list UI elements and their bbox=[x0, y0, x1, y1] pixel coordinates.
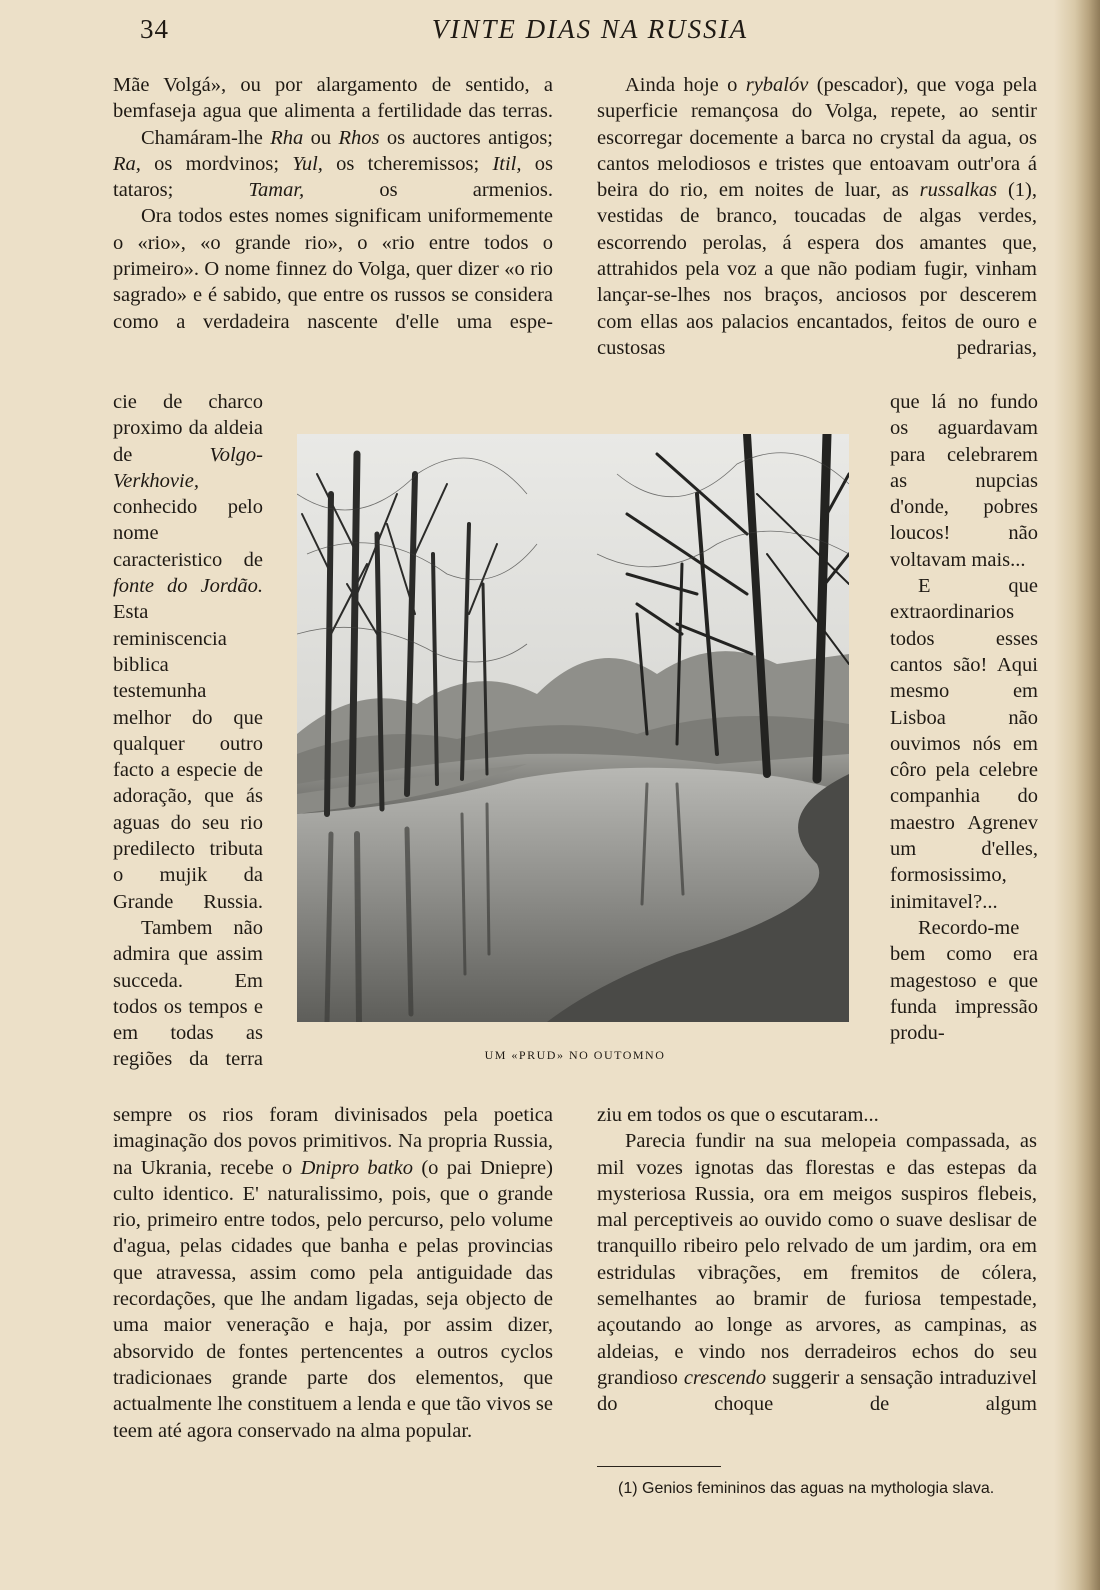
paragraph: Recordo-me bem como era magestoso e que funda impressão produ- bbox=[890, 916, 1038, 1045]
right-column-top bbox=[597, 72, 1037, 361]
left-column-top bbox=[113, 72, 553, 335]
left-column-bottom bbox=[113, 1102, 553, 1444]
right-column-bottom bbox=[597, 1102, 1037, 1418]
paragraph: Parecia fundir na sua melopeia compassada, as mil vozes ignotas das florestas e das estepas da mysteriosa Russia, ora em meigos suspiros flebeis, mal perceptiveis ao ouvido como o suave deslisar de tranquillo ribeiro pelo relvado de um jardim, ora em estridulas vibrações, em fremitos de cólera, semelhantes ao bramir de furiosa tempestade, açoutando ao longe as arvores, as campinas, as aldeias, e vindo nos derradeiros echos do seu grandioso crescendo suggerir a sensação intraduzivel do choque de algum bbox=[597, 1130, 1037, 1416]
footnote: (1) Genios femininos das aguas na mythologia slava. bbox=[618, 1480, 995, 1497]
paragraph: sempre os rios foram divinisados pela poetica imaginação dos povos primitivos. Na propria Russia, na Ukrania, recebe o Dnipro batko (o pai Dniepre) culto identico. E' naturalissimo, pois, que o grande rio, primeiro entre todos, pelo percurso, pelo volume d'agua, pelas cidades que banha e pelas provincias que atravessa, assim como pela antiguidade das recordações, que lhe andam ligadas, seja objecto de uma maior veneração e haja, por assim dizer, absorvido de fontes pertencentes a outros cyclos tradicionaes grande parte dos elementos, que actualmente lhe constituem a lenda e que tão vivos se teem até agora conservado na alma popular. bbox=[113, 1104, 553, 1442]
paragraph: que lá no fundo os aguardavam para celebrarem as nupcias d'onde, pobres loucos! não voltavam mais... bbox=[890, 391, 1038, 571]
paragraph: ziu em todos os que o escutaram... bbox=[597, 1104, 879, 1126]
left-column-wrap bbox=[113, 389, 263, 1073]
page-number: 34 bbox=[140, 14, 169, 44]
footnote-rule bbox=[597, 1466, 721, 1467]
paragraph: Chamáram-lhe Rha ou Rhos os auctores antigos; Ra, os mordvinos; Yul, os tcheremissos; Itil, os tataros; Tamar, os armenios. bbox=[113, 126, 554, 202]
running-title: VINTE DIAS NA RUSSIA bbox=[431, 14, 749, 44]
pond-photograph-image bbox=[297, 434, 849, 1022]
page-edge-shadow bbox=[1054, 0, 1100, 1590]
pond-photograph bbox=[297, 434, 849, 1022]
paragraph: Ora todos estes nomes significam uniformemente o «rio», «o grande rio», o «rio entre todos o primeiro». O nome finnez do Volga, quer dizer «o rio sagrado» e é sabido, que entre os russos se considera como a verdadeira nascente d'elle uma espe- bbox=[113, 205, 553, 333]
paragraph: Ainda hoje o rybalóv (pescador), que voga pela superficie remançosa do Volga, repete, ao sentir escorregar docemente a barca no crystal da agua, os cantos melodiosos e tristes que entoavam outr'ora á beira do rio, em noites de luar, as russalkas (1), vestidas de branco, toucadas de algas verdes, escorrendo perolas, á espera dos amantes que, attrahidos pela voz a que não podiam fugir, vinham lançar-se-lhes nos braços, anciosos por descerem com ellas aos palacios encantados, feitos de ouro e custosas pedrarias, bbox=[597, 74, 1038, 359]
paragraph: cie de charco proximo da aldeia de Volgo-Verkhovie, conhecido pelo nome caracteristico de fonte do Jordão. Esta reminiscencia biblica testemunha melhor do que qualquer outro facto a especie de adoração, que ás aguas do seu rio predilecto tributa o mujik da Grande Russia. bbox=[113, 391, 263, 913]
right-column-wrap bbox=[890, 389, 1038, 1046]
figure-caption: UM «PRUD» NO OUTOMNO bbox=[484, 1048, 666, 1062]
paragraph: Tambem não admira que assim succeda. Em todos os tempos e em todas as regiões da terra bbox=[113, 916, 263, 1071]
paragraph: Mãe Volgá», ou por alargamento de sentido, a bemfaseja agua que alimenta a fertilidade das terras. bbox=[113, 74, 553, 123]
paragraph: E que extraordinarios todos esses cantos são! Aqui mesmo em Lisboa não ouvimos nós em côro pela celebre companhia do maestro Agrenev um d'elles, formosissimo, inimitavel?... bbox=[890, 575, 1038, 913]
